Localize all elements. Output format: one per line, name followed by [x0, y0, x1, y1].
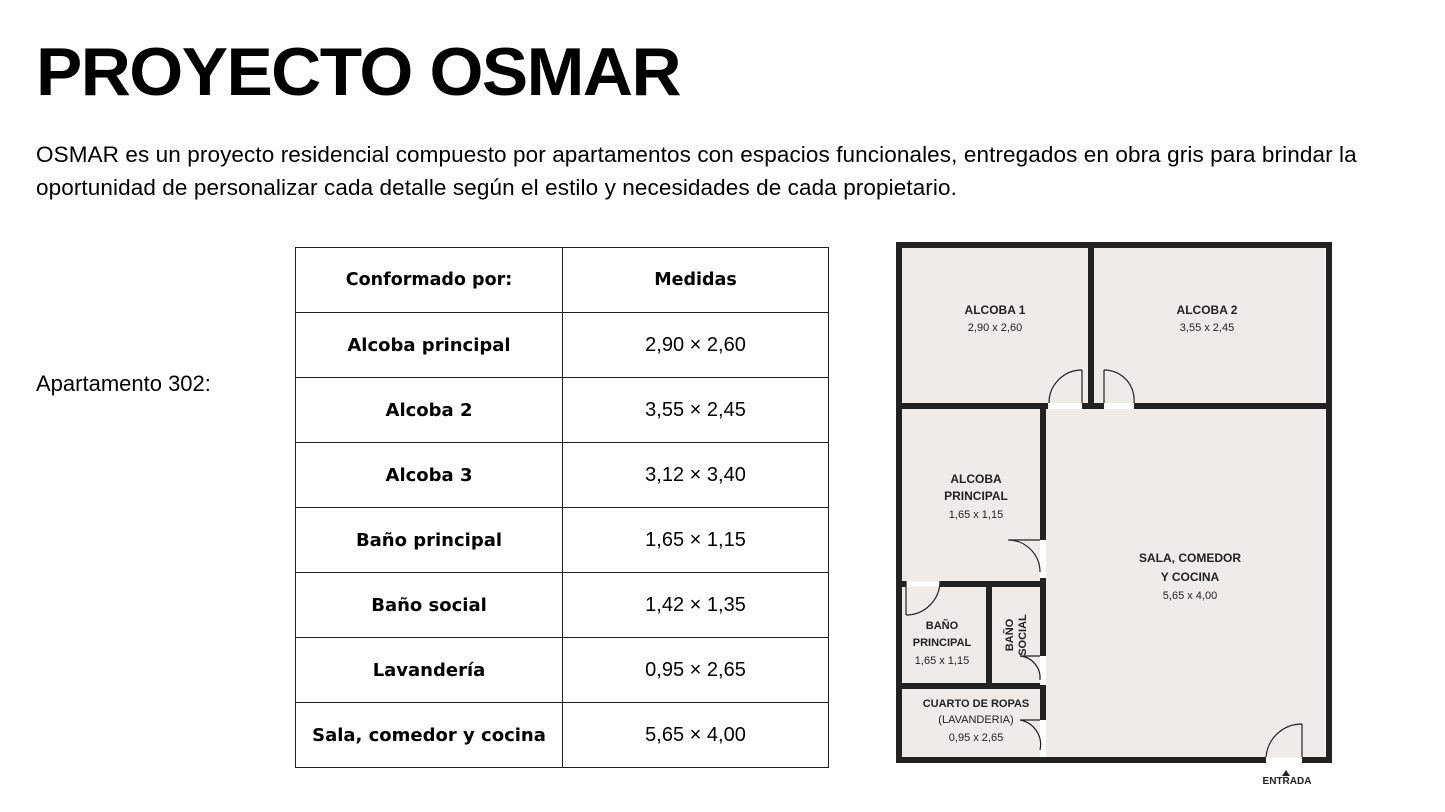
floor-bano-principal	[902, 587, 986, 683]
label-bano-social-1: BAÑO	[1004, 618, 1016, 652]
label-alcoba-2: ALCOBA 2	[1176, 303, 1238, 317]
label-alcoba-principal-2: PRINCIPAL	[944, 489, 1008, 503]
table-row	[296, 638, 829, 703]
label-entrada: ENTRADA	[1262, 776, 1312, 787]
wall-bath-top-b	[940, 581, 1040, 587]
size-cuarto-ropas: 0,95 x 2,65	[948, 732, 1004, 744]
room-name: Alcoba 3	[296, 443, 563, 508]
table-row	[296, 313, 829, 378]
wall-left	[896, 242, 902, 763]
room-name: Lavandería	[296, 638, 563, 703]
label-alcoba-principal-1: ALCOBA	[950, 472, 1002, 486]
wall-vertical-1	[1040, 409, 1046, 540]
wall-alcoba-divider	[1088, 248, 1094, 409]
column-header-size: Medidas	[563, 248, 829, 313]
label-sala-1: SALA, COMEDOR	[1139, 551, 1241, 565]
room-size: 2,90 × 2,60	[563, 313, 829, 378]
room-size: 3,12 × 3,40	[563, 443, 829, 508]
label-cuarto-ropas-1: CUARTO DE ROPAS	[922, 698, 1030, 710]
wall-mid-right	[1134, 403, 1326, 409]
wall-bottom-left	[896, 757, 1266, 763]
room-size: 1,65 × 1,15	[563, 508, 829, 573]
label-bano-principal-2: PRINCIPAL	[912, 637, 972, 649]
wall-mid-left	[902, 403, 1048, 409]
floor-plan	[880, 232, 1380, 792]
room-size: 5,65 × 4,00	[563, 703, 829, 768]
table-row	[296, 378, 829, 443]
size-alcoba-1: 2,90 x 2,60	[967, 322, 1023, 334]
wall-right	[1326, 242, 1332, 763]
wall-vertical-3	[1040, 685, 1046, 720]
wall-ropas-top	[902, 683, 1040, 689]
wall-bottom-right	[1302, 757, 1332, 763]
size-alcoba-principal: 1,65 x 1,15	[948, 509, 1004, 521]
room-name: Baño principal	[296, 508, 563, 573]
wall-bath-divider	[986, 587, 992, 683]
page-title: PROYECTO OSMAR	[36, 34, 681, 110]
room-size: 3,55 × 2,45	[563, 378, 829, 443]
room-name: Baño social	[296, 573, 563, 638]
room-name: Alcoba principal	[296, 313, 563, 378]
wall-top	[896, 242, 1332, 248]
label-bano-social-2: SOCIAL	[1017, 614, 1029, 656]
table-header-row	[296, 248, 829, 313]
size-bano-principal: 1,65 x 1,15	[914, 655, 970, 667]
table-row	[296, 508, 829, 573]
rooms-table	[295, 247, 829, 768]
label-alcoba-1: ALCOBA 1	[964, 303, 1026, 317]
unit-label: Apartamento 302:	[36, 371, 211, 396]
table-row	[296, 703, 829, 768]
label-cuarto-ropas-2: (LAVANDERIA)	[938, 714, 1014, 726]
column-header-room: Conformado por:	[296, 248, 563, 313]
wall-mid-center	[1082, 403, 1104, 409]
table-row	[296, 443, 829, 508]
project-description: OSMAR es un proyecto residencial compuesto por apartamentos con espacios funcionales, entregados en obra gris para brindar la oportunidad de personalizar cada detalle según el estilo y necesidades de cada propietario.	[36, 142, 1357, 200]
table-row	[296, 573, 829, 638]
room-size: 1,42 × 1,35	[563, 573, 829, 638]
room-name: Sala, comedor y cocina	[296, 703, 563, 768]
size-sala: 5,65 x 4,00	[1162, 590, 1218, 602]
label-bano-principal-1: BAÑO	[925, 620, 959, 632]
size-alcoba-2: 3,55 x 2,45	[1179, 322, 1235, 334]
wall-vertical-2	[1040, 578, 1046, 656]
room-size: 0,95 × 2,65	[563, 638, 829, 703]
label-sala-2: Y COCINA	[1160, 570, 1220, 584]
floor-bano-social	[992, 587, 1040, 683]
room-name: Alcoba 2	[296, 378, 563, 443]
